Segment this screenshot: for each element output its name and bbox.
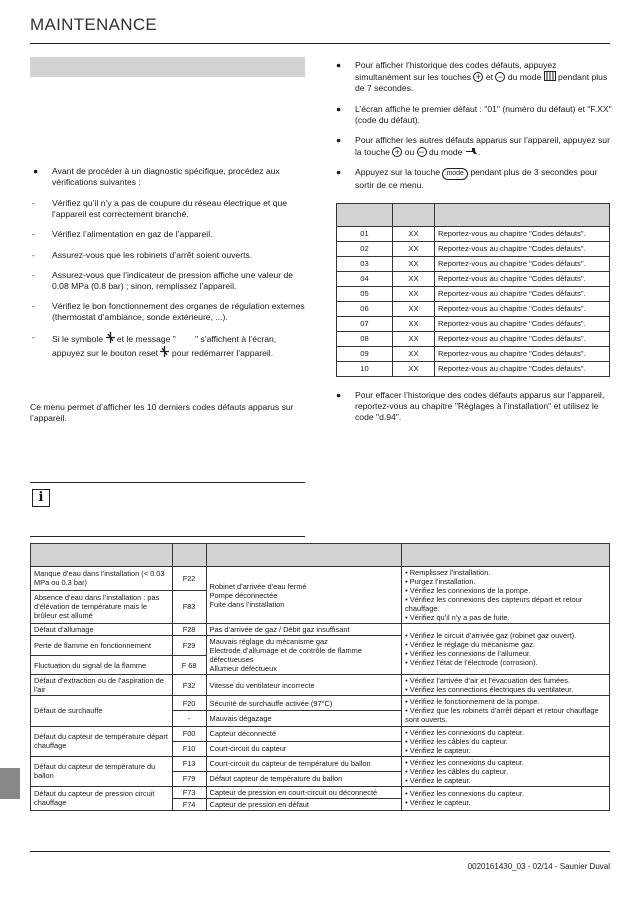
reset-button-icon bbox=[160, 346, 169, 357]
list-item: - Assurez-vous que les robinets d’arrêt soient ouverts. bbox=[32, 249, 253, 260]
table-header-row bbox=[337, 204, 610, 227]
table-row bbox=[337, 332, 610, 347]
plus-key-icon: + bbox=[392, 147, 402, 157]
table-row: Défaut d’allumage F28 Pas d’arrivée de gaz / Débit gaz insuffisant • Vérifiez le circuit d’arrivée gaz (robinet gaz ouvert). • Vérifiez le réglage du mécanisme gaz. • Vérifiez les connexions de l’allumeur. • Vérifiez l’état de l’électrode (corrosion). bbox=[31, 624, 610, 636]
fault-number-cell: 10 bbox=[337, 362, 393, 377]
history-instructions bbox=[333, 60, 613, 200]
list-item: ● Pour afficher les autres défauts apparus sur l’appareil, appuyez sur la touche + ou − du mode . bbox=[336, 134, 610, 158]
fault-description-cell: Reportez-vous au chapitre "Codes défauts". bbox=[435, 257, 610, 272]
minus-key-icon: − bbox=[495, 72, 505, 82]
fault-description-cell: Reportez-vous au chapitre "Codes défauts". bbox=[435, 317, 610, 332]
erase-instructions bbox=[333, 390, 613, 433]
list-item: ● Pour afficher l’historique des codes défauts, appuyez simultanément sur les touches + et − du mode pendant plus de 7 secondes. bbox=[336, 60, 608, 94]
info-divider-top bbox=[30, 482, 305, 483]
fault-code-cell: XX bbox=[393, 317, 435, 332]
section-tab-marker bbox=[0, 768, 20, 799]
table-row: Absence d’eau dans l’installation : pas d’élévation de température mais le brûleur est allumé F83 bbox=[31, 590, 610, 624]
table-row: Défaut de surchauffe F20 Sécurité de surchauffe activée (97°C) • Vérifiez le fonctionnement de la pompe. • Vérifiez que les robinets d’arrêt départ et retour chauffage sont ouverts. bbox=[31, 696, 610, 711]
table-row: - Mauvais dégazage bbox=[31, 711, 610, 726]
reset-symbol-icon bbox=[106, 332, 115, 343]
fault-number-cell: 07 bbox=[337, 317, 393, 332]
radiator-mode-icon bbox=[544, 71, 556, 81]
fault-description-cell: Reportez-vous au chapitre "Codes défauts". bbox=[435, 287, 610, 302]
fault-code-cell: XX bbox=[393, 332, 435, 347]
fault-number-cell: 08 bbox=[337, 332, 393, 347]
table-row bbox=[337, 347, 610, 362]
fault-number-cell: 02 bbox=[337, 242, 393, 257]
fault-code-cell: XX bbox=[393, 272, 435, 287]
list-item: - Vérifiez l’alimentation en gaz de l’appareil. bbox=[32, 229, 213, 240]
fault-history-table bbox=[336, 203, 610, 377]
table-row: Manque d’eau dans l’installation (< 0.03 MPa ou 0.3 bar) F22 Robinet d’arrivée d’eau fermé Pompe déconnectée Fuite dans l’installation • Remplissez l’installation. • Purgez l’installation. • Vérifiez les connexions de la pompe. • Vérifiez les connexions des capteurs départ et retour chauffage. • Vérifiez qu’il n’y a pas de fuite. bbox=[31, 567, 610, 591]
table-row: F10 Court-circuit du capteur bbox=[31, 741, 610, 756]
list-item: - Vérifiez qu’il n’y a pas de coupure du réseau électrique et que l’appareil est correctement branché. bbox=[32, 198, 288, 220]
minus-key-icon: − bbox=[417, 147, 427, 157]
fault-number-cell: 03 bbox=[337, 257, 393, 272]
fault-code-cell: XX bbox=[393, 347, 435, 362]
fault-description-cell: Reportez-vous au chapitre "Codes défauts". bbox=[435, 227, 610, 242]
footer-reference: 0020161430_03 - 02/14 - Saunier Duval bbox=[467, 862, 610, 871]
check-list bbox=[30, 198, 308, 368]
table-row bbox=[337, 272, 610, 287]
table-row bbox=[337, 227, 610, 242]
preliminary-checks bbox=[30, 166, 308, 197]
fault-code-cell: XX bbox=[393, 257, 435, 272]
list-item-reset: - Si le symbole et le message " " s’affichent à l’écran, appuyez sur le bouton reset pour redémarrer l’appareil. bbox=[32, 332, 277, 358]
table-row: Défaut d’extraction ou de l’aspiration de l’air F32 Vitesse du ventilateur incorrecte • Vérifiez l’arrivée d’air et l’évacuation des fumées. • Vérifiez les connections électriques du ventilateur. bbox=[31, 675, 610, 696]
fault-number-cell: 09 bbox=[337, 347, 393, 362]
fault-number-cell: 05 bbox=[337, 287, 393, 302]
fault-code-cell: XX bbox=[393, 302, 435, 317]
fault-code-cell: XX bbox=[393, 287, 435, 302]
tap-mode-icon bbox=[465, 146, 478, 156]
fault-description-cell: Reportez-vous au chapitre "Codes défauts". bbox=[435, 302, 610, 317]
list-item: ● Pour effacer l’historique des codes défauts apparus sur l’appareil, reportez-vous au chapitre "Réglages à l’installation" et utilisez le code "d.94". bbox=[336, 390, 605, 423]
table-row: Fluctuation du signal de la flamme F 68 bbox=[31, 655, 610, 675]
fault-description-cell: Reportez-vous au chapitre "Codes défauts". bbox=[435, 362, 610, 377]
table-row: Défaut du capteur de pression circuit chauffage F73 Capteur de pression en court-circuit ou déconnecté • Vérifiez les connexions du capteur. • Vérifiez le capteur. bbox=[31, 786, 610, 798]
section-heading-bar bbox=[30, 57, 305, 77]
mode-key-icon: mode bbox=[442, 168, 468, 180]
fault-code-cell: XX bbox=[393, 227, 435, 242]
fault-code-cell: XX bbox=[393, 242, 435, 257]
table-row: F74 Capteur de pression en défaut bbox=[31, 798, 610, 810]
header-divider bbox=[30, 43, 610, 44]
fault-code-cell: XX bbox=[393, 362, 435, 377]
table-row bbox=[337, 362, 610, 377]
page-title: MAINTENANCE bbox=[30, 15, 158, 34]
list-item: - Vérifiez le bon fonctionnement des organes de régulation externes (thermostat d’ambiance, sonde extérieure, ...). bbox=[32, 301, 305, 323]
table-row bbox=[337, 242, 610, 257]
list-item: ● Appuyez sur la touche mode pendant plus de 3 secondes pour sortir de ce menu. bbox=[336, 167, 598, 191]
bullet-marker: ● bbox=[33, 166, 39, 176]
table-row bbox=[337, 302, 610, 317]
fault-description-cell: Reportez-vous au chapitre "Codes défauts". bbox=[435, 347, 610, 362]
table-row: Défaut du capteur de température départ chauffage F00 Capteur déconnecté • Vérifiez les connexions du capteur. • Vérifiez les câbles du capteur. • Vérifiez le capteur. bbox=[31, 726, 610, 741]
history-intro: Ce menu permet d’afficher les 10 derniers codes défauts apparus sur l’appareil. bbox=[30, 402, 294, 424]
table-row: Défaut du capteur de température du ballon F13 Court-circuit du capteur de température du ballon • Vérifiez les connexions du capteur. • Vérifiez les câbles du capteur. • Vérifiez le capteur. bbox=[31, 756, 610, 771]
table-row bbox=[337, 257, 610, 272]
check-intro: ● Avant de procéder à un diagnostic spécifique, procédez aux vérifications suivantes : bbox=[33, 166, 280, 188]
table-row: F79 Défaut capteur de température du ballon bbox=[31, 771, 610, 786]
table-row: Perte de flamme en fonctionnement F29 Mauvais réglage du mécanisme gaz Electrode d’allumage et de contrôle de flamme défectueuses Allumeur défectueux bbox=[31, 636, 610, 656]
fault-number-cell: 04 bbox=[337, 272, 393, 287]
fault-description-cell: Reportez-vous au chapitre "Codes défauts". bbox=[435, 332, 610, 347]
list-item: ● L’écran affiche le premier défaut : "01" (numéro du défaut) et "F.XX" (code du défaut). bbox=[336, 103, 612, 125]
info-icon: i bbox=[32, 489, 50, 507]
fault-description-cell: Reportez-vous au chapitre "Codes défauts". bbox=[435, 272, 610, 287]
fault-number-cell: 06 bbox=[337, 302, 393, 317]
fault-diagnosis-table bbox=[30, 543, 610, 811]
table-header-row bbox=[31, 544, 610, 567]
table-row bbox=[337, 317, 610, 332]
info-divider-bottom bbox=[30, 536, 305, 537]
list-item: - Assurez-vous que l’indicateur de pression affiche une valeur de 0.08 MPa (0.8 bar) ; sinon, remplissez l’appareil. bbox=[32, 269, 294, 291]
fault-description-cell: Reportez-vous au chapitre "Codes défauts". bbox=[435, 242, 610, 257]
table-row bbox=[337, 287, 610, 302]
plus-key-icon: + bbox=[473, 72, 483, 82]
footer-divider bbox=[30, 851, 610, 852]
fault-number-cell: 01 bbox=[337, 227, 393, 242]
